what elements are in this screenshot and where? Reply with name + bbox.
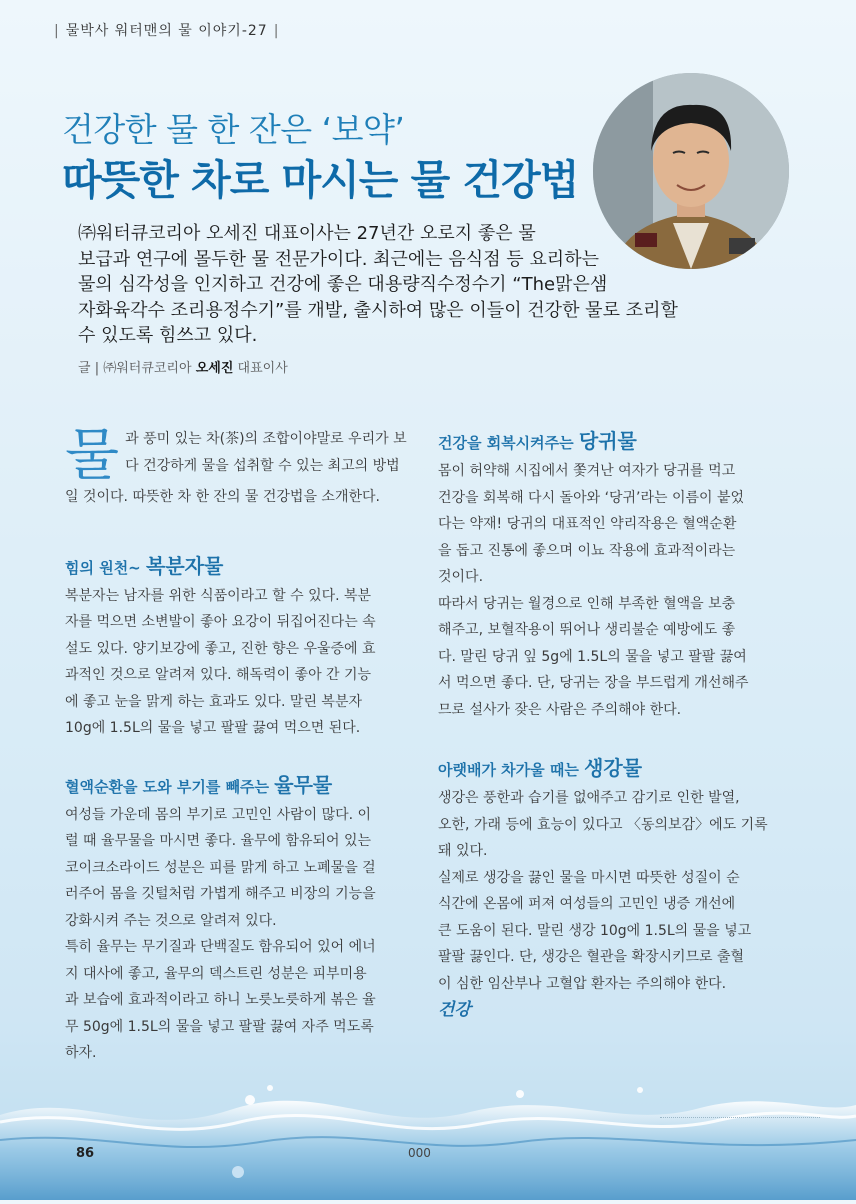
byline-prefix: 글 | ㈜워터큐코리아 [78,361,192,376]
body-line: 복분자는 남자를 위한 식품이라고 할 수 있다. 복분 [65,587,372,604]
body-line: 특히 율무는 무기질과 단백질도 함유되어 있어 에너 [65,939,376,955]
body-line: 코이크소라이드 성분은 피를 맑게 하고 노폐물을 걸 [65,859,376,876]
heading-name: 생강물 [584,756,643,780]
body-line: 10g에 1.5L의 물을 넣고 팔팔 끓여 먹으면 된다. [65,720,361,736]
footer-center-text: 000 [408,1146,431,1160]
article-title-line2: 따뜻한 차로 마시는 물 건강법 [62,156,579,204]
body-line: 따라서 당귀는 월경으로 인해 부족한 혈액을 보충 [438,595,736,612]
footer-divider [660,1117,820,1118]
end-mark: 건강 [438,1000,471,1020]
body-line: 과적인 것으로 알려져 있다. 해독력이 좋아 간 기능 [65,667,372,683]
drop-cap: 물 [65,423,120,488]
body-line: 서 먹으면 좋다. 단, 당귀는 장을 부드럽게 개선해주 [438,675,749,691]
body-line: 자를 먹으면 소변발이 좋아 요강이 뒤집어진다는 속 [65,614,376,630]
body-line: 다는 약재! 당귀의 대표적인 약리작용은 혈액순환 [438,516,737,532]
lead-line: 보급과 연구에 몰두한 물 전문가이다. 최근에는 음식점 등 요리하는 [78,248,599,270]
byline [78,357,288,376]
body-line: 큰 도움이 된다. 말린 생강 10g에 1.5L의 물을 넣고 [438,922,752,939]
series-header: | 물박사 워터맨의 물 이야기-27 | [54,23,280,39]
body-line: 과 보습에 효과적이라고 하니 노릇노릇하게 볶은 율 [65,992,376,1008]
intro-line: 일 것이다. 따뜻한 차 한 잔의 물 건강법을 소개한다. [65,489,380,505]
byline-name: 오세진 [195,361,234,376]
body-line: 지 대사에 좋고, 율무의 덱스트린 성분은 피부미용 [65,965,367,982]
heading-prefix: 혈액순환을 도와 부기를 빼주는 [65,777,270,796]
section-heading-danggui [438,426,768,458]
right-column [438,426,768,1024]
body-line: 이 심한 임산부나 고혈압 환자는 주의해야 한다. [438,975,727,992]
body-line: 실제로 생강을 끓인 물을 마시면 따뜻한 성질이 순 [438,869,740,886]
body-line: 무 50g에 1.5L의 물을 넣고 팔팔 끓여 자주 먹도록 [65,1018,374,1035]
lead-line: 수 있도록 힘쓰고 있다. [78,325,258,346]
heading-prefix: 힘의 원천~ [65,558,141,577]
intro-line: 과 풍미 있는 차(茶)의 조합이야말로 우리가 보 [125,431,407,447]
article-title-line1: 건강한 물 한 잔은 ‘보약’ [62,110,405,149]
body-line: 하자. [65,1045,97,1061]
body-line: 다. 말린 당귀 잎 5g에 1.5L의 물을 넣고 팔팔 끓여 [438,648,747,665]
body-line: 식간에 온몸에 퍼져 여성들의 고민인 냉증 개선에 [438,896,736,912]
body-line: 을 돕고 진통에 좋으며 이뇨 작용에 효과적이라는 [438,542,736,559]
body-line: 것이다. [438,569,484,585]
section-heading-yulmu [65,770,395,802]
body-line: 돼 있다. [438,843,488,859]
lead-paragraph [78,221,698,349]
left-column [65,423,407,1067]
body-line: 팔팔 끓인다. 단, 생강은 혈관을 확장시키므로 출혈 [438,949,745,965]
lead-line: 자화육각수 조리용정수기”를 개발, 출시하여 많은 이들이 건강한 물로 조리할 [78,299,678,321]
body-line: 러주어 몸을 깃털처럼 가볍게 해주고 비장의 기능을 [65,886,376,902]
section-heading-saenggang [438,753,768,785]
body-line: 생강은 풍한과 습기를 없애주고 감기로 인한 발열, [438,790,740,806]
heading-name: 당귀물 [578,429,637,453]
lead-line: ㈜워터큐코리아 오세진 대표이사는 27년간 오로지 좋은 물 [78,223,536,244]
body-line: 에 좋고 눈을 맑게 하는 효과도 있다. 말린 복분자 [65,693,363,710]
body-line: 므로 설사가 잦은 사람은 주의해야 한다. [438,701,682,718]
lead-line: 물의 심각성을 인지하고 건강에 좋은 대용량직수정수기 “The맑은샘 [78,274,608,295]
body-line: 여성들 가운데 몸의 부기로 고민인 사람이 많다. 이 [65,806,372,823]
body-line: 건강을 회복해 다시 돌아와 ‘당귀’라는 이름이 붙었 [438,489,745,506]
body-line: 오한, 가래 등에 효능이 있다고 〈동의보감〉에도 기록 [438,816,768,833]
intro-paragraph [65,423,407,511]
water-splash-decoration [0,1060,856,1200]
heading-name: 복분자물 [146,553,224,578]
intro-line: 다 건강하게 물을 섭취할 수 있는 최고의 방법 [125,457,400,474]
body-line: 설도 있다. 양기보강에 좋고, 진한 향은 우울증에 효 [65,640,376,657]
series-title: 물박사 워터맨의 물 이야기-27 [65,23,268,39]
body-line: 럴 때 율무물을 마시면 좋다. 율무에 함유되어 있는 [65,833,372,849]
byline-role: 대표이사 [237,361,288,376]
body-line: 강화시켜 주는 것으로 알려져 있다. [65,912,277,929]
body-line: 몸이 허약해 시집에서 쫓겨난 여자가 당귀를 먹고 [438,463,736,479]
heading-prefix: 아랫배가 차가울 때는 [438,761,579,779]
page-number: 86 [76,1146,95,1161]
heading-prefix: 건강을 회복시켜주는 [438,434,574,452]
section-heading-bokbunja [65,551,395,583]
body-line: 해주고, 보혈작용이 뛰어나 생리불순 예방에도 좋 [438,622,736,638]
heading-name: 율무물 [274,772,333,797]
